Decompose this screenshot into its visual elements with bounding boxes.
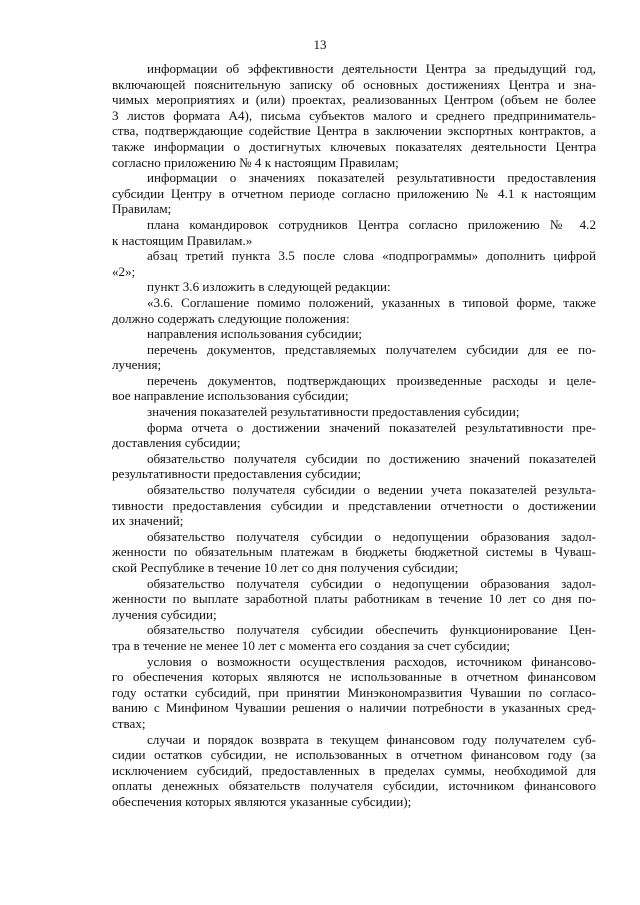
text-line: обеспечения которых являются указанные субсидии); (112, 793, 412, 809)
text-line: обязательство получателя субсидии о недопущении образования задол- (147, 575, 596, 591)
text-line: должно содержать следующие положения: (112, 310, 350, 326)
text-line: доставления субсидии; (112, 435, 241, 451)
paragraph (112, 326, 596, 342)
text-line: к настоящим Правилам.» (112, 232, 253, 248)
text-line: Правилам; (112, 201, 172, 217)
text-line: информации об эффективности деятельности Центра за предыдущий год, (147, 61, 596, 76)
text-line: субсидии Центру в отчетном периоде согласно приложению № 4.1 к настоящим (112, 185, 596, 201)
text-line: результативности предоставления субсидии; (112, 466, 362, 482)
text-line: «3.6. Соглашение помимо положений, указанных в типовой форме, также (147, 294, 596, 310)
text-line: их значений; (112, 513, 184, 529)
text-line: 3 листов формата А4), письма субъектов малого и среднего предприниматель- (112, 107, 596, 123)
paragraph (112, 654, 596, 732)
text-line: плана командировок сотрудников Центра согласно приложению № 4.2 (147, 216, 596, 232)
text-line: пункт 3.6 изложить в следующей редакции: (147, 279, 391, 295)
text-line: обязательство получателя субсидии по достижению значений показателей (147, 450, 596, 466)
text-line: «2»; (112, 263, 136, 279)
paragraph (112, 248, 596, 279)
text-line: году остатки субсидий, при принятии Минэкономразвития Чувашии по согласо- (112, 684, 596, 700)
paragraph (112, 217, 596, 248)
paragraph (112, 622, 596, 653)
text-line: перечень документов, подтверждающих произведенные расходы и целе- (147, 372, 596, 388)
paragraph (112, 451, 596, 482)
text-line: лучения; (112, 357, 162, 373)
paragraph (112, 279, 596, 295)
text-line: тивности предоставления субсидии и представлении отчетности о достижении (112, 497, 596, 513)
paragraph (112, 576, 596, 623)
text-line: абзац третий пункта 3.5 после слова «подпрограммы» дополнить цифрой (147, 248, 596, 264)
paragraph (112, 295, 596, 326)
paragraph (112, 420, 596, 451)
text-line: обязательство получателя субсидии обеспечить функционирование Цен- (147, 622, 596, 638)
text-line: го обеспечения которых являются не использованные в отчетном финансовом (112, 669, 596, 685)
text-line: информации о значениях показателей результативности предоставления (147, 170, 596, 186)
paragraph (112, 404, 596, 420)
paragraph (112, 732, 596, 810)
text-line: также информации о достигнутых ключевых показателях деятельности Центра (112, 138, 596, 154)
paragraph (112, 342, 596, 373)
text-line: согласно приложению № 4 к настоящим Правилам; (112, 154, 399, 170)
text-line: перечень документов, представляемых получателем субсидии для ее по- (147, 341, 596, 357)
page-number: 13 (313, 37, 327, 52)
text-line: значения показателей результативности предоставления субсидии; (147, 404, 520, 420)
text-line: женности по выплате заработной платы работникам в течение 10 лет со дня по- (112, 591, 596, 607)
text-line: обязательство получателя субсидии о ведении учета показателей результа- (147, 482, 596, 498)
text-line: ванию с Минфином Чувашии решения о наличии потребности в указанных сред- (112, 700, 596, 716)
text-line: форма отчета о достижении значений показателей результативности пре- (147, 419, 596, 435)
text-line: направления использования субсидии; (147, 326, 362, 342)
paragraph (112, 373, 596, 404)
text-line: обязательство получателя субсидии о недопущении образования задол- (147, 528, 596, 544)
text-line: случаи и порядок возврата в текущем финансовом году получателем суб- (147, 731, 596, 747)
text-line: исключением субсидий, предоставленных в пределах суммы, необходимой для (112, 762, 596, 778)
paragraph (112, 170, 596, 217)
text-line: включающей пояснительную записку об основных достижениях Центра и зна- (112, 76, 596, 92)
text-line: чимых мероприятиях и (или) проектах, реализованных Центром (объем не более (112, 92, 596, 108)
document-body (112, 61, 596, 810)
text-line: тра в течение не менее 10 лет с момента его создания за счет субсидии; (112, 637, 510, 653)
text-line: условия о возможности осуществления расходов, источником финансово- (147, 653, 596, 669)
text-line: вое направление использования субсидии; (112, 388, 349, 404)
text-line: оплаты денежных обязательств получателя субсидии, источником финансового (112, 778, 596, 794)
paragraph (112, 61, 596, 170)
text-line: ской Республике в течение 10 лет со дня получения субсидии; (112, 560, 459, 575)
paragraph (112, 482, 596, 529)
text-line: лучения субсидии; (112, 606, 217, 622)
text-line: ства, подтверждающие содействие Центра в заключении экспортных контрактов, а (112, 123, 596, 139)
text-line: ствах; (112, 715, 146, 731)
text-line: сидии остатков субсидии, не использованных в отчетном финансовом году (за (112, 747, 596, 763)
paragraph (112, 529, 596, 576)
text-line: женности по обязательным платежам в бюджеты бюджетной системы в Чуваш- (112, 544, 596, 560)
